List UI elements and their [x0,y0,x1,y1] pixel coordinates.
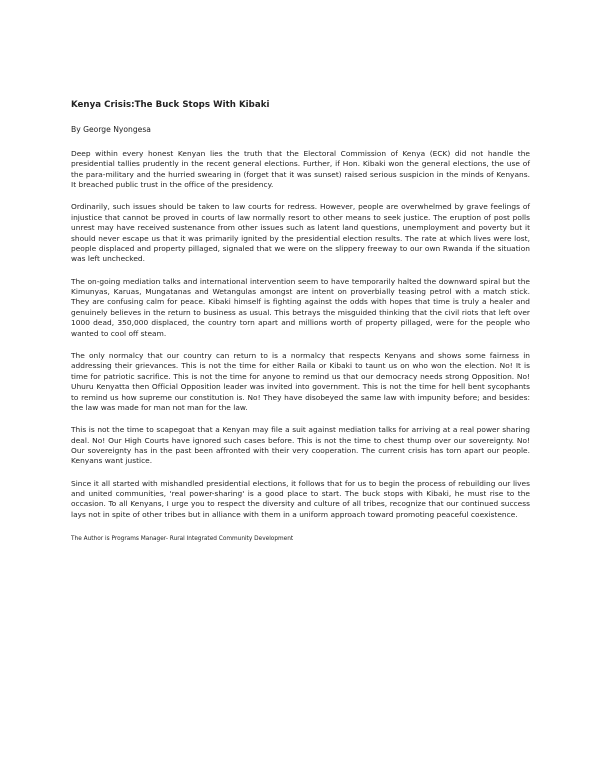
paragraph-3: The on-going mediation talks and international intervention seem to have temporarily halted the downward spiral but the Kimunyas, Karuas, Mungatanas and Wetangulas amongst are intent on proverbially teasing petrol with a match stick. They are confusing calm for peace. Kibaki himself is fighting against the odds with hopes that time is truly a healer and genuinely believes in the return to business as usual. This betrays the misguided thinking that the civil riots that left over 1000 dead, 350,000 displaced, the country torn apart and millions worth of property pillaged, were for the people who wanted to cool off steam. [71,276,530,338]
article-title: Kenya Crisis:The Buck Stops With Kibaki [71,100,270,110]
article-byline: By George Nyongesa [71,125,151,134]
author-note: The Author is Programs Manager- Rural Integrated Community Development [71,536,294,543]
paragraph-6: Since it all started with mishandled presidential elections, it follows that for us to begin the process of rebuilding our lives and united communities, 'real power-sharing' is a good place to start. The buck stops with Kibaki, he must rise to the occasion. To all Kenyans, I urge you to respect the diversity and culture of all tribes, recognize that our continued success lays not in spite of other tribes but in alliance with them in a uniform approach toward promoting peaceful coexistence. [71,478,530,519]
paragraph-5: This is not the time to scapegoat that a Kenyan may file a suit against mediation talks for arriving at a real power sharing deal. No! Our High Courts have ignored such cases before. This is not the time to chest thump over our sovereignty. No! Our sovereignty has in the past been affronted with their very cooperation. The current crisis has torn apart our people. Kenyans want justice. [71,425,530,466]
document-page [71,100,530,543]
paragraph-1: Deep within every honest Kenyan lies the truth that the Electoral Commission of Kenya (ECK) did not handle the presidential tallies prudently in the recent general elections. Further, if Hon. Kibaki won the general elections, the use of the para-military and the hurried swearing in (forget that it was sunset) raised serious suspicion in the minds of Kenyans. It breached public trust in the office of the presidency. [71,149,530,190]
paragraph-2: Ordinarily, such issues should be taken to law courts for redress. However, people are overwhelmed by grave feelings of injustice that cannot be proved in courts of law normally resort to other means to seek justice. The eruption of post polls unrest may have received sustenance from other issues such as latent land questions, unemployment and poverty but it should never escape us that it was primarily ignited by the presidential election results. The rate at which lives were lost, people displaced and property pillaged, signaled that we were on the slippery freeway to our own Rwanda if the situation was left unchecked. [71,202,530,264]
paragraph-4: The only normalcy that our country can return to is a normalcy that respects Kenyans and shows some fairness in addressing their grievances. This is not the time for either Raila or Kibaki to taunt us on who won the election. No! It is time for patriotic sacrifice. This is not the time for anyone to remind us that our democracy needs strong Opposition. No! Uhuru Kenyatta then Official Opposition leader was invited into government. This is not the time for hell bent sycophants to remind us how supreme our constitution is. No! They have disobeyed the same law with impunity before; and besides: the law was made for man not man for the law. [71,350,530,412]
